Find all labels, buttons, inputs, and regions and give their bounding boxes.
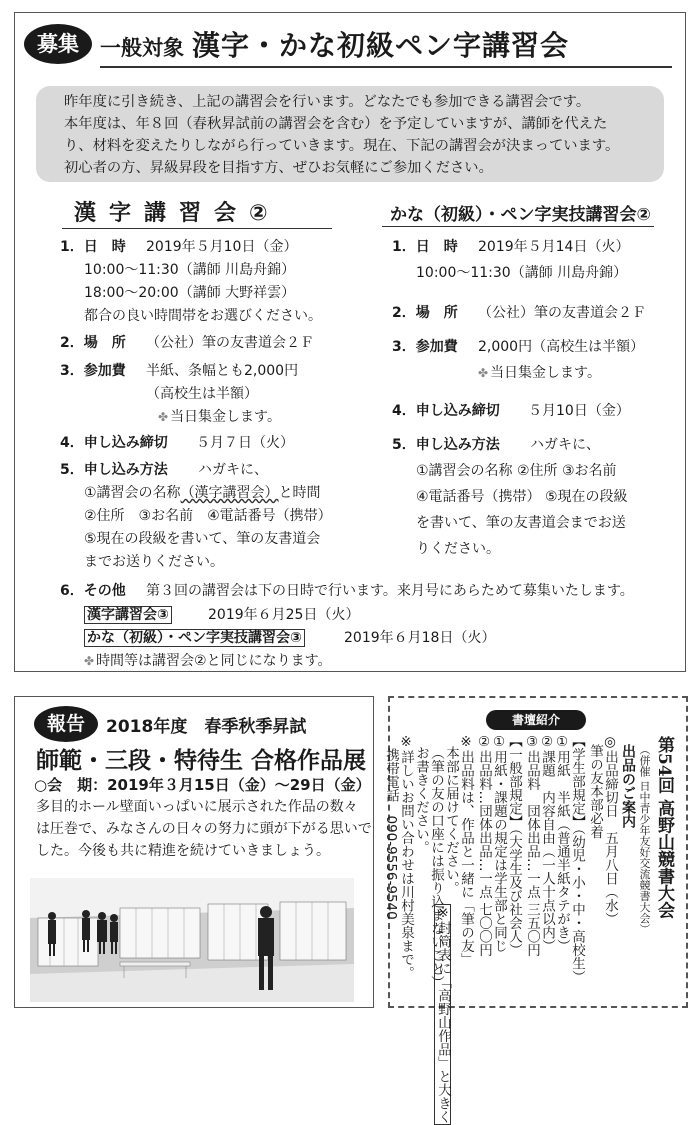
flower-icon: ✤	[478, 366, 489, 380]
flower-icon: ✤	[158, 410, 169, 424]
intro-line: 初心者の方、昇級昇段を目指す方、ぜひお気軽にご参加ください。	[64, 160, 493, 176]
kanji-fee-pay: ✤ 当日集金します。	[158, 409, 281, 425]
kana-method: ハガキに、	[530, 437, 600, 453]
kana-fee: 2,000円（高校生は半額）	[478, 339, 645, 355]
kana-deadline: ５月10日（金）	[528, 403, 630, 419]
kanji-time-note: 都合の良い時間帯をお選びください。	[84, 308, 322, 324]
intro-line: 昨年度に引き続き、上記の講習会を行います。どなたでも参加できる講習会です。	[64, 94, 591, 110]
note-4: ※封筒表に「高野山作品」と大きく	[435, 905, 451, 1124]
report-period: ○会 期：2019年３月15日（金）～29日（金）	[34, 776, 371, 794]
kana-heading-line	[382, 226, 654, 227]
general-rule-1: ①用紙・課題の規定は学生部と同じ	[491, 734, 507, 953]
recruit-badge: 募集	[24, 24, 92, 64]
contest-subtitle: （併催 日中青少年友好交流競書大会）	[638, 744, 651, 935]
other-label: 6．その他	[60, 583, 126, 599]
report-badge: 報告	[34, 706, 98, 742]
kanji-method-1: ①講習会の名称（漢字講習会）と時間	[84, 485, 321, 501]
intro-label: 書壇紹介	[486, 710, 586, 730]
kanji-heading: 漢字講習会②	[74, 201, 281, 226]
contest-title: 第54回 高野山競書大会	[654, 736, 674, 919]
kana-method-3: を書いて、筆の友書道会までお送	[416, 515, 626, 531]
report-line: した。今後も共に精進を続けていきましょう。	[36, 843, 330, 859]
schedule-kanji-name: 漢字講習会③	[84, 606, 172, 624]
kanji-details	[60, 236, 380, 576]
note-1: ※出品料は、作品と一緒に「筆の友」	[458, 734, 474, 966]
kana-place-label: 2．場 所	[392, 305, 458, 321]
report-body	[36, 796, 372, 862]
general-rules-heading: 【一般部規定】（大学生及び社会人）	[506, 734, 522, 957]
intro-box	[36, 86, 664, 182]
notice-subtitle: 一般対象	[100, 36, 184, 60]
kanji-date: 2019年５月10日（金）	[146, 239, 298, 255]
kanji-method-4: までお送りください。	[84, 554, 224, 570]
kanji-method: ハガキに、	[198, 462, 268, 478]
schedule-kanji	[84, 604, 172, 627]
kanji-fee: 半紙、条幅とも2,000円	[146, 363, 299, 379]
kana-method-1: ①講習会の名称 ②住所 ③お名前	[416, 463, 617, 479]
other-section	[60, 580, 680, 670]
kanji-time1: 10:00～11:30（講師 川島舟錦）	[84, 262, 296, 278]
kanji-date-row	[60, 236, 126, 259]
report-title: 師範・三段・特待生 合格作品展	[36, 747, 367, 774]
schedule-kana	[84, 627, 305, 650]
intro-line: 本年度は、年８回（春秋昇試前の講習会を含む）を予定していますが、講師を代えた	[64, 116, 608, 132]
kana-date-label: 1．日 時	[392, 239, 458, 255]
intro-line: り、材料を変えたりしながら行っていきます。現在、下記の講習会が決まっています。	[64, 138, 620, 154]
kana-details	[392, 236, 682, 576]
guide-heading: 出品のご案内	[620, 744, 636, 828]
other-note: ✤ 時間等は講習会②と同じになります。	[84, 653, 332, 669]
student-rules-heading: 【学生部規定】（幼児・小・中・高校生）	[569, 734, 585, 984]
notice-title	[100, 24, 569, 64]
notice-main-title: 漢字・かな初級ペン字講習会	[192, 29, 570, 62]
kanji-place-label: 2．場 所	[60, 335, 126, 351]
contact-phone: 携帯電話 090-9556-9540	[383, 748, 399, 920]
schedule-kana-name: かな（初級）・ペン字実技講習会③	[84, 629, 305, 647]
schedule-kanji-date: 2019年６月25日（火）	[208, 607, 360, 623]
note-2: 本部に届けてください。	[443, 746, 459, 895]
kana-place: （公社）筆の友書道会２Ｆ	[478, 305, 646, 321]
kanji-method-label: 5．申し込み方法	[60, 462, 168, 478]
kana-fee-pay: ✤ 当日集金します。	[478, 365, 601, 381]
note-5: お書きください。	[413, 746, 429, 854]
kanji-method-3: ⑤現在の段級を書いて、筆の友書道会	[84, 531, 321, 547]
kanji-course-name: （漢字講習会）	[180, 485, 279, 501]
kanji-time2: 18:00～20:00（講師 大野祥雲）	[84, 285, 296, 301]
flower-icon: ✤	[84, 654, 95, 668]
report-line: 多目的ホール壁面いっぱいに展示された作品の数々	[36, 799, 358, 815]
kanji-heading-line	[62, 228, 332, 229]
kana-fee-label: 3．参加費	[392, 339, 458, 355]
kana-heading: かな（初級）・ペン字実技講習会②	[390, 205, 651, 225]
kana-method-label: 5．申し込み方法	[392, 437, 500, 453]
kanji-deadline-label: 4．申し込み締切	[60, 435, 168, 451]
note-6: ※詳しいお問い合わせは川村美泉まで。	[398, 734, 414, 980]
exhibition-photo	[30, 878, 354, 1002]
note-4-box	[434, 904, 451, 1125]
kanji-date-label: 1．日 時	[60, 239, 126, 255]
kana-deadline-label: 4．申し込み締切	[392, 403, 500, 419]
general-rule-2: ②出品料…団体出品…一点 七〇〇円	[476, 734, 492, 957]
note-3: （筆の友の口座には振り込まないこと）	[428, 746, 444, 989]
kana-method-4: りください。	[416, 541, 500, 557]
student-rule-2: ②課題 内容自由（一人十点以内）	[539, 734, 555, 953]
schedule-kana-date: 2019年６月18日（火）	[344, 630, 496, 646]
deadline-2: 筆の友本部必着	[587, 744, 603, 839]
kanji-method-2: ②住所 ③お名前 ④電話番号（携帯）	[84, 508, 332, 524]
student-rule-1: ①用紙 半紙（普通半紙タテがき）	[554, 734, 570, 953]
student-rule-3: ③出品料 団体出品…一点 三五〇円	[524, 734, 540, 957]
deadline-1: ◎出品締切日 五月八日（水）	[602, 734, 618, 926]
report-line: は圧巻で、みなさんの日々の努力に頭が下がる思いで	[36, 821, 372, 837]
kanji-fee-sub: （高校生は半額）	[146, 386, 258, 402]
report-top: 2018年度 春季秋季昇試	[106, 717, 307, 737]
kana-method-2: ④電話番号（携帯） ⑤現在の段級	[416, 489, 628, 505]
kanji-place: （公社）筆の友書道会２Ｆ	[146, 335, 314, 351]
title-underline	[100, 66, 672, 68]
exhibition-hall-image	[30, 878, 354, 1002]
kana-date: 2019年５月14日（火）	[478, 239, 630, 255]
kana-time1: 10:00～11:30（講師 川島舟錦）	[416, 265, 628, 281]
kanji-fee-label: 3．参加費	[60, 363, 126, 379]
other-text: 第３回の講習会は下の日時で行います。来月号にあらためて募集いたします。	[146, 583, 634, 599]
kanji-deadline: ５月７日（火）	[196, 435, 294, 451]
